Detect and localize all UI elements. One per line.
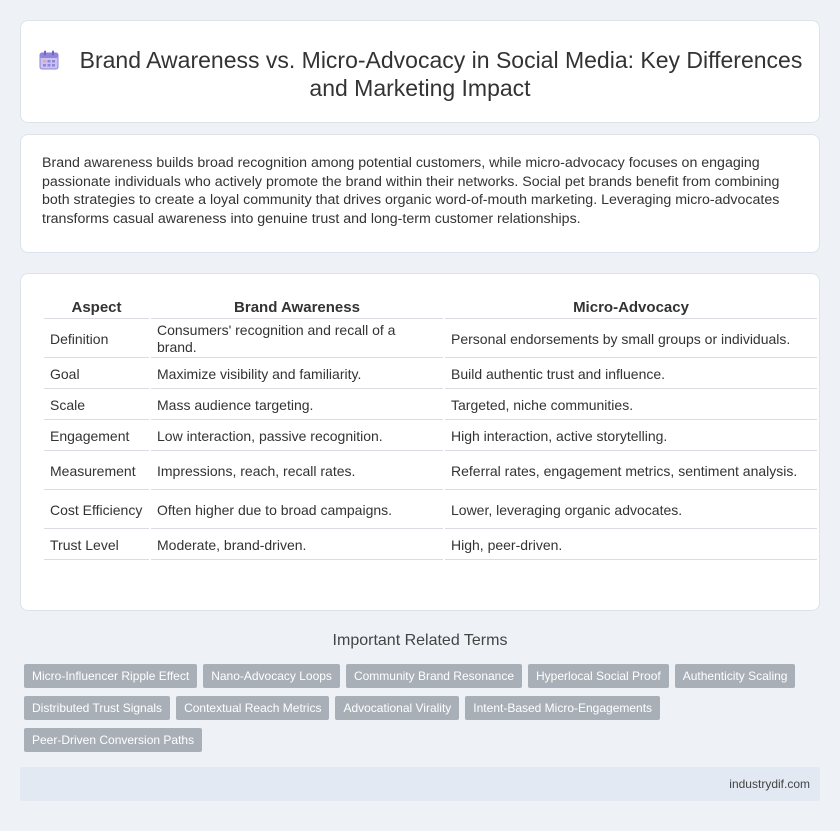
table-cell-micro-advocacy: Targeted, niche communities. <box>445 391 817 420</box>
table-cell-brand-awareness: Moderate, brand-driven. <box>151 531 443 560</box>
table-cell-aspect: Goal <box>44 360 149 389</box>
related-term-tag[interactable]: Authenticity Scaling <box>675 664 796 688</box>
related-terms-title: Important Related Terms <box>332 632 508 649</box>
table-row <box>44 422 817 451</box>
calendar-icon <box>38 49 60 71</box>
table-cell-brand-awareness: Impressions, reach, recall rates. <box>151 453 443 490</box>
related-term-tag[interactable]: Distributed Trust Signals <box>24 696 170 720</box>
table-cell-aspect: Definition <box>44 321 149 358</box>
table-cell-aspect: Scale <box>44 391 149 420</box>
footer <box>20 767 820 801</box>
header-micro-advocacy: Micro-Advocacy <box>445 297 817 319</box>
table-cell-micro-advocacy: Referral rates, engagement metrics, sentiment analysis. <box>445 453 817 490</box>
table-cell-aspect: Measurement <box>44 453 149 490</box>
table-cell-brand-awareness: Often higher due to broad campaigns. <box>151 492 443 529</box>
footer-site-link[interactable]: industrydif.com <box>729 777 810 791</box>
related-term-tag[interactable]: Advocational Virality <box>335 696 459 720</box>
comparison-table <box>42 295 819 562</box>
related-term-tag[interactable]: Peer-Driven Conversion Paths <box>24 728 202 752</box>
table-header-row <box>44 297 817 319</box>
table-cell-brand-awareness: Low interaction, passive recognition. <box>151 422 443 451</box>
related-term-tag[interactable]: Intent-Based Micro-Engagements <box>465 696 660 720</box>
table-cell-brand-awareness: Consumers' recognition and recall of a brand. <box>151 321 443 358</box>
table-cell-micro-advocacy: Build authentic trust and influence. <box>445 360 817 389</box>
table-cell-aspect: Cost Efficiency <box>44 492 149 529</box>
header-card <box>20 20 820 123</box>
table-row <box>44 360 817 389</box>
related-term-tag[interactable]: Hyperlocal Social Proof <box>528 664 669 688</box>
intro-paragraph: Brand awareness builds broad recognition among potential customers, while micro-advocacy focuses on engaging passionate individuals who actively promote the brand within their networks. Social pet brands benefit from combining both strategies to create a loyal community that drives organic word-of-mouth marketing. Leveraging micro-advocates transforms casual awareness into genuine trust and long-term customer relationships. <box>42 155 780 227</box>
related-term-tag[interactable]: Micro-Influencer Ripple Effect <box>24 664 197 688</box>
table-cell-aspect: Engagement <box>44 422 149 451</box>
table-cell-aspect: Trust Level <box>44 531 149 560</box>
table-row <box>44 321 817 358</box>
table-cell-micro-advocacy: High, peer-driven. <box>445 531 817 560</box>
table-cell-brand-awareness: Mass audience targeting. <box>151 391 443 420</box>
table-row <box>44 492 817 529</box>
related-term-tag[interactable]: Nano-Advocacy Loops <box>203 664 340 688</box>
table-row <box>44 453 817 490</box>
table-cell-micro-advocacy: Personal endorsements by small groups or individuals. <box>445 321 817 358</box>
related-terms-list <box>24 664 804 760</box>
comparison-table-card <box>20 273 820 611</box>
table-row <box>44 531 817 560</box>
intro-card <box>20 134 820 253</box>
related-term-tag[interactable]: Contextual Reach Metrics <box>176 696 329 720</box>
header-aspect: Aspect <box>44 297 149 319</box>
table-cell-micro-advocacy: High interaction, active storytelling. <box>445 422 817 451</box>
page-title-container <box>21 46 819 102</box>
table-row <box>44 391 817 420</box>
table-cell-brand-awareness: Maximize visibility and familiarity. <box>151 360 443 389</box>
page-title: Brand Awareness vs. Micro-Advocacy in Social Media: Key Differences and Marketing Impact <box>79 47 803 101</box>
table-cell-micro-advocacy: Lower, leveraging organic advocates. <box>445 492 817 529</box>
header-brand-awareness: Brand Awareness <box>151 297 443 319</box>
related-term-tag[interactable]: Community Brand Resonance <box>346 664 522 688</box>
